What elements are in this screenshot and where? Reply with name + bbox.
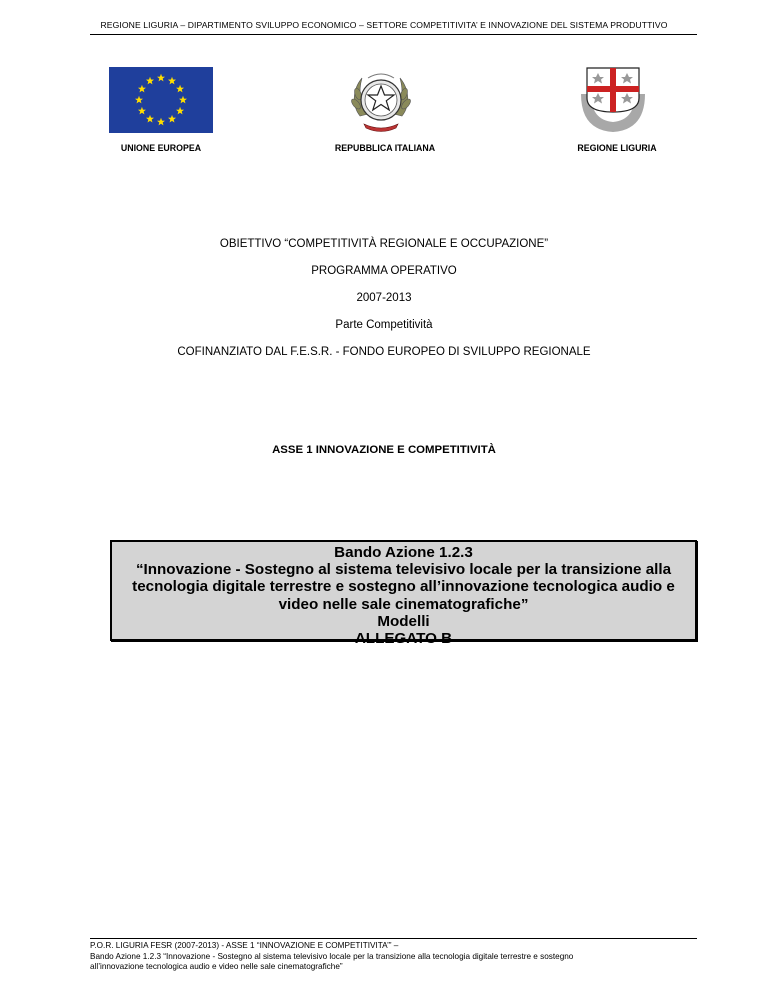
italian-republic-emblem <box>346 64 416 134</box>
footer-line-2: Bando Azione 1.2.3 “Innovazione - Sostegno al sistema televisivo locale per la transizione alla tecnologia digitale terrestre e sostegno <box>90 951 574 961</box>
axis-title: ASSE 1 INNOVAZIONE E COMPETITIVITÀ <box>272 444 496 456</box>
call-title-line-4: video nelle sale cinematografiche” <box>278 595 529 613</box>
liguria-coat-of-arms <box>577 64 649 134</box>
call-title-line-5: Modelli <box>377 612 430 630</box>
programme-title: PROGRAMMA OPERATIVO <box>311 265 457 277</box>
footer-line-1: P.O.R. LIGURIA FESR (2007-2013) - ASSE 1 “INNOVAZIONE E COMPETITIVITA’” – <box>90 941 399 950</box>
page-footer <box>90 941 710 973</box>
footer-line-3: all’innovazione tecnologica audio e video nelle sale cinematografiche” <box>90 962 343 972</box>
eu-flag-logo <box>109 67 213 133</box>
running-header: REGIONE LIGURIA – DIPARTIMENTO SVILUPPO ECONOMICO – SETTORE COMPETITIVITA’ E INNOVAZIONE DEL SISTEMA PRODUTTIVO <box>100 20 668 30</box>
header-divider <box>90 34 697 35</box>
call-title-line-6: ALLEGATO B <box>354 630 453 648</box>
italy-label: REPUBBLICA ITALIANA <box>334 143 436 153</box>
call-title-box <box>110 540 697 648</box>
eu-label: UNIONE EUROPEA <box>120 143 202 153</box>
call-title-line-3: tecnologia digitale terrestre e sostegno all’innovazione tecnologica audio e <box>132 578 675 596</box>
period-title: 2007-2013 <box>356 292 412 304</box>
objective-title: OBIETTIVO “COMPETITIVITÀ REGIONALE E OCCUPAZIONE” <box>219 238 549 250</box>
call-title-line-2: “Innovazione - Sostegno al sistema televisivo locale per la transizione alla <box>135 561 672 579</box>
call-title-line-1: Bando Azione 1.2.3 <box>334 544 473 561</box>
footer-divider <box>90 938 697 939</box>
cofinanced-title: COFINANZIATO DAL F.E.S.R. - FONDO EUROPEO DI SVILUPPO REGIONALE <box>177 346 591 358</box>
part-title: Parte Competitività <box>335 319 433 331</box>
liguria-label: REGIONE LIGURIA <box>577 143 657 153</box>
